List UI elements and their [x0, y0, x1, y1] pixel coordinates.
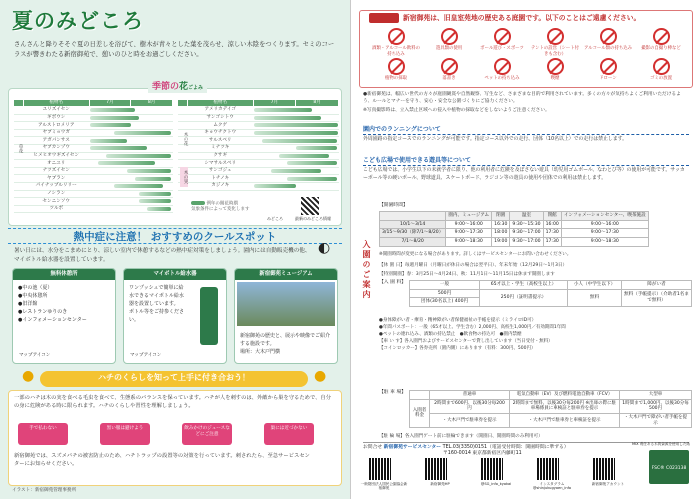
table-cell: ・大木戸門で駐車券と車検証を提示 [510, 413, 620, 427]
bee-icon: ● [22, 368, 35, 384]
bloom-cell [253, 152, 338, 160]
fsc-label: MIX 責任ある木質資源を使用した紙 [631, 442, 691, 446]
calendar-row [14, 190, 173, 198]
qr-code[interactable] [369, 458, 391, 480]
spot-item: ●中の池（夏） [18, 284, 53, 291]
sns-label: インスタグラム @shinjukugyoen_info [532, 482, 572, 491]
calendar-row [14, 144, 173, 152]
bloom-bar [90, 146, 147, 150]
notice-footer-2: ※写真撮影時は、立入禁止区域への侵入や植物の採取などをしないようご注意ください。 [363, 108, 550, 113]
bloom-cell [89, 122, 173, 130]
fee-note: 【車 い す】各入園門およびサービスセンターで貸し出しています（当日受付・無料） [379, 338, 553, 344]
bee-heading: ハチのくらしを知って上手に付き合おう！ [40, 371, 308, 387]
table-cell: 17:30 [543, 229, 561, 238]
fsc-logo [649, 450, 689, 484]
spot-head: 新宿御苑ミュージアム [235, 269, 337, 280]
admission-heading: 入園のご案内 [362, 240, 371, 300]
calendar-row [14, 198, 173, 206]
prohibited-item [530, 58, 580, 82]
calendar-season-cell [14, 182, 24, 190]
bloom-bar [139, 192, 172, 196]
prohibited-label: 遊具類の使用 [435, 46, 463, 51]
bloom-bar [114, 184, 163, 188]
sns-label: 新宿御苑HP [430, 482, 450, 486]
bloom-cell [253, 175, 338, 183]
fee-note: 【コインロッカー】各券売所（園内側）にあります（有料：300円、500円） [379, 345, 536, 351]
credit: イラスト：新宿御苑管理事務所 [12, 488, 77, 493]
bloom-cell [89, 107, 173, 115]
prohibited-item [424, 28, 474, 52]
prohibited-label: 撮影の自撮り棒など [641, 46, 681, 51]
plant-name: センニンソウ [23, 198, 89, 206]
bloom-bar [98, 161, 155, 165]
prohibited-item [371, 28, 421, 57]
prohibited-label: 喫煙 [550, 76, 560, 81]
flower-calendar [8, 88, 342, 226]
spot-item: ボトル等をご持参ください。 [129, 308, 185, 323]
prohibited-icon [441, 58, 458, 75]
bloom-cell [89, 205, 173, 213]
notice-footer: ●新宿御苑は、幅広い世代の方々が庭園観賞や自然観察、写生など、さまざまな目的で利用されています。多くの方々が気持ちよくご利用いただけるよう、ルールとマナーを守り、安心・安全な公園づくりにご協力ください。 [363, 92, 681, 105]
table-cell: 9:00～16:00 [561, 220, 648, 229]
table-cell: ・大木戸門で障がい者手帳を提示 [620, 413, 692, 427]
plant-name: ツルボ [23, 205, 89, 213]
plant-name: カジノキ [187, 182, 253, 190]
bloom-cell [89, 137, 173, 145]
contact-name: 新宿御苑サービスセンター [383, 445, 442, 450]
bloom-cell [253, 129, 338, 137]
calendar-row [14, 182, 173, 190]
bloom-cell [253, 107, 338, 115]
fee-col: 小人（中学生以下） [568, 281, 622, 290]
bloom-bar [254, 123, 337, 127]
plant-name: キョウチクトウ [187, 129, 253, 137]
kids-text: こども広場では、小学生以下の未就学者に限り、他の利用者に危険を及ぼさない遊具（幼児用ゴムボール、なわとび等）の使用が可能です。サッカーボール等の硬いボール、野球道具、スケートボード、ラジコン等の遊具の使用や団体での利用は禁止します。 [363, 167, 685, 181]
bloom-bar [262, 139, 337, 143]
bloom-bar [296, 146, 338, 150]
fee-single: 500円 [410, 289, 480, 298]
bloom-bar [287, 177, 337, 181]
season-tree: 木の花 [183, 132, 188, 146]
season-grass: 草花 [18, 144, 23, 154]
page-title: 夏のみどころ [12, 9, 144, 33]
bloom-cell [253, 167, 338, 175]
calendar-legend [191, 201, 250, 213]
prohibited-item [371, 58, 421, 82]
running-heading: 園内でのランニングについて [363, 126, 689, 135]
bee-footer: 新宿御苑では、スズメバチの被害防止のため、ハチトラップの設置等の対策を行っています。刺されたら、至急サービスセンターにお知らせください。 [14, 453, 310, 468]
parking-label: 【駐 車 場】 [379, 390, 407, 395]
spot-museum [234, 268, 338, 364]
running-text: 外周園路の指定コースでのランニングが可能です。指定コース以外での走行、団体（10名以上）での走行は禁止します。 [363, 136, 628, 142]
calendar-row [178, 144, 339, 152]
closed-days: 【休 園 日】毎週月曜日（月曜日が休日の場合は翌平日）、年末年始（12月29日～1月3日） [379, 263, 568, 268]
calendar-row [178, 152, 339, 160]
calendar-row [178, 129, 339, 137]
bloom-bar [90, 139, 127, 143]
prohibited-icon [388, 28, 405, 45]
prohibited-label: ペットの持ち込み [484, 76, 520, 81]
plant-name: オニユリ [23, 160, 89, 168]
bloom-bar [90, 116, 139, 120]
prohibited-icon [600, 58, 617, 75]
kids-heading: こども広場で使用できる遊具等について [363, 157, 689, 166]
plant-name: ギボウシ [23, 114, 89, 122]
plant-name: ヤブラン [23, 175, 89, 183]
calendar-row [14, 152, 173, 160]
bloom-bar [279, 154, 329, 158]
table-row [380, 229, 649, 238]
calendar-row [178, 122, 339, 130]
bloom-cell [89, 114, 173, 122]
bloom-cell [89, 182, 173, 190]
table-cell: 9:30～15:30 [510, 220, 543, 229]
plant-name: ユリズイセン [23, 107, 89, 115]
plant-name: アガパンサス [23, 137, 89, 145]
legend-swatch [191, 201, 205, 205]
fsc-code: FSC® C023138 [651, 466, 687, 471]
bloom-cell [89, 175, 173, 183]
table-cell: 10/1～3/14 [380, 220, 446, 229]
plant-name: クサギ [187, 152, 253, 160]
plant-name: ナツズイセン [23, 167, 89, 175]
fee-senior: 250円（証明書提示） [480, 289, 568, 306]
hours-col: 温室 [510, 212, 543, 221]
prohibited-item [636, 58, 686, 82]
table-row [380, 238, 649, 247]
prohibited-icon [494, 58, 511, 75]
sns-label: 一般財団法人国民公園協会新宿御苑 [360, 482, 408, 491]
bee-tip: 黒い服は避けよう [100, 423, 150, 445]
prohibited-label: ボール遊び・スポーツ [480, 46, 524, 51]
museum-photo [237, 282, 335, 326]
prohibited-item [636, 28, 686, 52]
parking-table [409, 390, 692, 428]
plant-name: ヤブカンゾウ [23, 144, 89, 152]
table-cell: 9:00～18:30 [561, 238, 648, 247]
calendar-row [178, 167, 339, 175]
prohibited-icon [547, 58, 564, 75]
legend-note: 気象条件によって変化します [191, 207, 250, 213]
fee-col: 65才以上・学生（高校生以上） [480, 281, 568, 290]
prohibited-item [424, 58, 474, 82]
table-cell: 9:00～17:30 [561, 229, 648, 238]
bloom-bar [254, 184, 296, 188]
plant-name: アルストロメリア [23, 122, 89, 130]
bloom-bar [127, 169, 172, 173]
table-cell: ・大木戸門で駐車券を提示 [430, 413, 510, 427]
bloom-bar [139, 199, 172, 203]
plant-name: アメリカデイゴ [187, 107, 253, 115]
map-icon-label: マップアイコン [19, 353, 51, 359]
bicycle-parking: 【駐 輪 場】各入園門ゲート前に駐輪できます（開園日、開園時間のみ利用可） [379, 434, 543, 439]
fee-child: 無料 [568, 289, 622, 306]
table-cell: 9:00～17:30 [446, 229, 492, 238]
calendar-title [148, 82, 207, 93]
bloom-bar [90, 108, 135, 112]
table-cell: 9:30～17:00 [510, 238, 543, 247]
bloom-bar [106, 154, 171, 158]
plant-name: サンゴジュ [187, 167, 253, 175]
prohibited-label: ドローン [599, 76, 617, 81]
prohibited-icon [547, 28, 564, 45]
calendar-title-a: 季節の [152, 82, 180, 92]
calendar-row [14, 137, 173, 145]
prohibited-label: 酒類・アルコール飲料の持ち込み [371, 46, 421, 57]
bloom-cell [89, 144, 173, 152]
fee-notes [379, 318, 693, 353]
contact-tel: TEL.03(3350)0151（電話受付時間：開園時間に準ずる） [442, 445, 569, 450]
spot-item: ●インフォメーションセンター [18, 316, 87, 323]
calendar-row [14, 205, 173, 213]
calendar-row [178, 182, 339, 190]
intro-text: さんさんと降りそそぐ夏の日差しを浴びて、樹木が青々とした葉を茂らせ、涼しい木陰をつくります。セミのコーラスが響きわたる新宿御苑で、憩いのひと時をお過ごしください。 [14, 41, 335, 59]
fee-table [409, 280, 692, 307]
qr-code[interactable] [593, 458, 615, 480]
hours-label: 【開園時間】 [379, 203, 408, 208]
table-row [380, 220, 649, 229]
col-august: 8月 [131, 100, 173, 107]
plant-name: サンゴシトウ [187, 114, 253, 122]
col-july-2: 7月 [253, 100, 296, 107]
park-col: 電気自動車（EV）及び燃料電池自動車（FCV） [510, 391, 620, 400]
table-cell: 3/15～9/30（除7/1～8/20） [380, 229, 446, 238]
table-cell: 9:00～16:00 [446, 220, 492, 229]
qr-label-small: みどころ [267, 216, 283, 221]
prohibited-item [583, 58, 633, 82]
calendar-season-cell [14, 175, 24, 183]
calendar-row [178, 175, 339, 183]
col-plant-2: 植物名 [187, 100, 253, 107]
plant-name: パイナップルリリー [23, 182, 89, 190]
bloom-cell [89, 198, 173, 206]
calendar-row [14, 114, 173, 122]
prohibited-label: 落書き [442, 76, 456, 81]
bloom-bar [90, 123, 131, 127]
sns-label: 新宿御苑アカウント [591, 482, 625, 486]
spot-water-dispenser [123, 268, 227, 364]
prohibited-item [583, 28, 633, 52]
hours-table [379, 211, 649, 247]
bloom-bar [254, 108, 312, 112]
plant-name: ミナツキ [187, 144, 253, 152]
sns-label: @SG_info_kyokai [480, 482, 512, 486]
plant-name: ノシラン [23, 190, 89, 198]
bee-tip: 飲みかけのジュースなどにご注意 [182, 423, 232, 445]
spot-item: ●レストランゆりのき [18, 308, 68, 315]
bloom-cell [89, 129, 173, 137]
prohibited-item [530, 28, 580, 57]
calendar-row [178, 114, 339, 122]
hours-col: 園内、ミュージアム [446, 212, 492, 221]
spot-rest-area [12, 268, 116, 364]
table-cell: 16:30 [492, 220, 510, 229]
bloom-bar [254, 116, 321, 120]
calendar-row [14, 129, 173, 137]
prohibited-icon [600, 28, 617, 45]
fee-group: 団体(30名以上) 400円 [410, 298, 480, 307]
fee-label: 【入 園 料】 [379, 280, 407, 285]
map-icon-label: マップアイコン [130, 353, 162, 359]
prohibited-icon [653, 58, 670, 75]
bloom-cell [253, 144, 338, 152]
calendar-row [178, 107, 339, 115]
table-cell: 1時間まで1,000円、以後30分毎500円 [620, 399, 692, 413]
hours-note: ※開園時間が変更になる場合があります。詳しくはサービスセンターにお問い合わせください。 [379, 252, 572, 257]
bloom-cell [89, 167, 173, 175]
calendar-season-cell [14, 114, 24, 122]
prohibited-label: ゴミの放置 [650, 76, 672, 81]
hours-col: 閉館 [543, 212, 561, 221]
heatstroke-text: 暑い日には、水分をこまめにとり、涼しい室内で休憩するなどの熱中症対策をしましょう。園内には自動販売機の他、マイボトル給水器を設置しています。 [14, 248, 311, 263]
plant-name: サルスベリ [187, 137, 253, 145]
calendar-season-cell [178, 107, 188, 115]
bloom-cell [253, 114, 338, 122]
calendar-title-b: 花 [179, 82, 189, 92]
spot-item: ●中央休憩所 [18, 292, 48, 299]
prohibited-item [477, 58, 527, 82]
bee-icon: ● [314, 368, 327, 384]
spot-item: ●旧洋館 [18, 300, 38, 307]
bloom-bar [254, 131, 337, 135]
calendar-table-tree [177, 99, 339, 191]
bloom-cell [253, 122, 338, 130]
calendar-row [14, 175, 173, 183]
col-plant: 植物名 [23, 100, 89, 107]
plant-name: トチノキ [187, 175, 253, 183]
prohibited-icon [388, 58, 405, 75]
calendar-table-grass [13, 99, 173, 213]
park-logo [369, 13, 399, 23]
table-cell: 16:00 [543, 220, 561, 229]
bee-tip: 巣には近づかない [264, 423, 314, 445]
calendar-season-cell [14, 107, 24, 115]
bloom-cell [89, 152, 173, 160]
special-opening: 【特別開園】春：3月25日～4月24日、秋：11月1日～11月15日は休まず開園します [379, 272, 555, 277]
spot-item: 新宿御苑の歴史と、展示や映像でご紹介する施設です。 [240, 332, 331, 347]
fee-disabled: 無料（手帳提示）（介助者1名まで無料） [622, 289, 692, 306]
prohibited-icon [653, 28, 670, 45]
qr-code[interactable] [481, 458, 503, 480]
qr-code-highlights[interactable] [301, 197, 319, 215]
bloom-bar [287, 161, 337, 165]
calendar-row [178, 137, 339, 145]
col-august-2: 8月 [296, 100, 339, 107]
plant-name: ムクゲ [187, 122, 253, 130]
table-cell: 9:00～18:30 [446, 238, 492, 247]
fee-note: ●身体障がい者・療育・精神障がい者保健福祉の手帳を提示（ミライロID可） [379, 318, 537, 323]
bloom-bar [114, 131, 171, 135]
fee-note: ●ペットの連れ込み、酒類の持込禁止 ●飲食物の持込可 ●園内禁煙 [379, 331, 522, 337]
calendar-row [14, 160, 173, 168]
bee-tip: 手で払わない [18, 423, 68, 445]
calendar-row [14, 122, 173, 130]
bloom-cell [89, 190, 173, 198]
legend-label: 例年の開花時期 [206, 201, 238, 207]
calendar-season-cell [14, 198, 24, 206]
bloom-bar [147, 207, 171, 211]
plant-name: ヒメヒオウギズイセン [23, 152, 89, 160]
table-cell: 2時間まで無料、以後30分毎200円 ※出庫の際に駐車場係員に車検証と駐車券を提示 [510, 399, 620, 413]
fee-col: 一般 [410, 281, 480, 290]
prohibited-label: テントの設営（シート付きも含む） [530, 46, 580, 57]
table-cell: 19:00 [492, 238, 510, 247]
heatstroke-heading: 熱中症に注意！ おすすめのクールスポット [8, 228, 342, 244]
hours-col: 閉園 [492, 212, 510, 221]
calendar-row [14, 107, 173, 115]
table-cell: 18:00 [492, 229, 510, 238]
table-cell: 7/1～8/20 [380, 238, 446, 247]
contact-address: 〒160-0014 東京都新宿区内藤町11 [443, 450, 522, 456]
fee-note: ●年間パスポート：一般（65才以上、学生含む）2,000円、高校生1,000円／有効期間1年間 [379, 324, 566, 330]
bloom-bar [135, 177, 172, 181]
bloom-cell [89, 160, 173, 168]
plant-name: ヤブミョウガ [23, 129, 89, 137]
park-col: 大型車 [620, 391, 692, 400]
col-july: 7月 [89, 100, 131, 107]
qr-code[interactable] [537, 458, 559, 480]
bloom-bar [271, 169, 321, 173]
notice-heading: 新宿御苑は、旧皇室苑地の歴史ある庭園です。以下のことはご遠慮ください。 [403, 14, 641, 22]
prohibited-label: 植物の採取 [385, 76, 407, 81]
table-cell: 9:30～17:00 [510, 229, 543, 238]
fan-icon: ◐ [318, 240, 331, 256]
park-col: 普通車 [430, 391, 510, 400]
contact-label: お問合せ [363, 445, 383, 450]
qr-label: 最新のみどころ情報 [295, 216, 331, 221]
spot-head: 無料休憩所 [13, 269, 115, 280]
calendar-row [178, 160, 339, 168]
prohibited-icon [494, 28, 511, 45]
prohibited-label: アルコール類の持ち込み [583, 46, 633, 51]
spot-head: マイボトル給水器 [124, 269, 226, 280]
right-page [350, 0, 700, 499]
calendar-row [14, 167, 173, 175]
fee-col: 障がい者 [622, 281, 692, 290]
calendar-season-cell [14, 205, 24, 213]
plant-name: シマサルスベリ [187, 160, 253, 168]
calendar-title-c: ごよみ [188, 85, 204, 91]
bloom-cell [253, 182, 338, 190]
spot-item: ワンプッシュで簡単に給水できるマイボトル給水器を設置しています。 [129, 284, 184, 307]
calendar-season-cell [14, 190, 24, 198]
hours-col: インフォメーションセンター、喫茶施設 [561, 212, 648, 221]
park-row-head: 入園者料金 [410, 399, 430, 428]
qr-code[interactable] [425, 458, 447, 480]
season-fruit: 木の実 [180, 167, 188, 187]
prohibited-icon [441, 28, 458, 45]
water-dispenser-icon [200, 287, 218, 345]
table-cell: 17:30 [543, 238, 561, 247]
spot-item: 場所：大木戸門横 [240, 348, 281, 355]
bee-text: 一部のハチは木の実を食べる毛虫を食べて、生態系のバランスを保っています。ハチが人を刺すのは、外敵から巣を守るためで、自分の身に危険がある時に限られます。ハチのくらしや習性を理解しましょう。 [14, 395, 332, 410]
prohibited-item [477, 28, 527, 52]
table-cell: 2時間まで600円、以後30分毎200円 [430, 399, 510, 413]
bloom-cell [253, 160, 338, 168]
bloom-cell [253, 137, 338, 145]
